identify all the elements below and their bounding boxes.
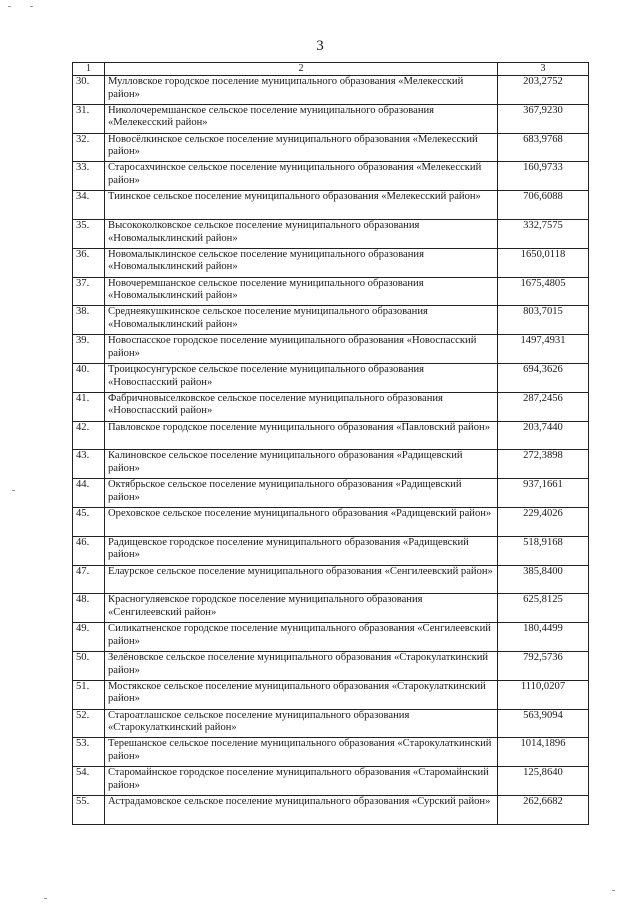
table-row — [73, 306, 589, 335]
table-row — [73, 104, 589, 133]
settlement-value: 803,7015 — [498, 306, 589, 335]
settlement-value: 125,8640 — [498, 767, 589, 796]
settlement-name: Астрадамовское сельское поселение муниципального образования «Сурский район» — [105, 795, 498, 824]
row-number: 54. — [73, 767, 105, 796]
settlement-name: Новочеремшанское сельское поселение муниципального образования «Новомалыклинский район» — [105, 277, 498, 306]
page-number: 3 — [316, 38, 324, 54]
settlement-name: Терешанское сельское поселение муниципального образования «Старокулаткинский район» — [105, 738, 498, 767]
table-row — [73, 248, 589, 277]
settlement-value: 683,9768 — [498, 133, 589, 162]
settlement-value: 1650,0118 — [498, 248, 589, 277]
settlement-name: Октябрьское сельское поселение муниципального образования «Радищевский район» — [105, 479, 498, 508]
settlement-value: 180,4499 — [498, 623, 589, 652]
settlement-value: 367,9230 — [498, 104, 589, 133]
row-number: 49. — [73, 623, 105, 652]
settlement-value: 203,2752 — [498, 76, 589, 105]
header-col-1: 1 — [73, 63, 105, 76]
table-row — [73, 795, 589, 824]
table-header-row — [73, 63, 589, 76]
row-number: 31. — [73, 104, 105, 133]
table-row — [73, 335, 589, 364]
table-row — [73, 392, 589, 421]
settlement-name: Новосёлкинское сельское поселение муниципального образования «Мелекесский район» — [105, 133, 498, 162]
table-row — [73, 738, 589, 767]
table-row — [73, 363, 589, 392]
settlement-name: Калиновское сельское поселение муниципального образования «Радищевский район» — [105, 450, 498, 479]
table-row — [73, 651, 589, 680]
settlement-value: 229,4026 — [498, 507, 589, 536]
row-number: 53. — [73, 738, 105, 767]
settlement-name: Красногуляевское городское поселение муниципального образования «Сенгилеевский район» — [105, 594, 498, 623]
table-row — [73, 767, 589, 796]
table-row — [73, 421, 589, 450]
table-row — [73, 594, 589, 623]
settlements-table — [72, 62, 589, 825]
settlement-name: Высококолковское сельское поселение муниципального образования «Новомалыклинский район» — [105, 219, 498, 248]
scan-speck — [612, 890, 615, 891]
settlement-value: 1110,0207 — [498, 680, 589, 709]
settlement-value: 1014,1896 — [498, 738, 589, 767]
row-number: 36. — [73, 248, 105, 277]
settlement-name: Троицкосунгурское сельское поселение муниципального образования «Новоспасский район» — [105, 363, 498, 392]
row-number: 40. — [73, 363, 105, 392]
settlement-value: 1675,4805 — [498, 277, 589, 306]
row-number: 44. — [73, 479, 105, 508]
settlement-value: 385,8400 — [498, 565, 589, 594]
row-number: 46. — [73, 536, 105, 565]
row-number: 55. — [73, 795, 105, 824]
settlement-value: 694,3626 — [498, 363, 589, 392]
table-row — [73, 450, 589, 479]
scan-speck — [12, 490, 15, 491]
scan-speck — [44, 898, 47, 899]
row-number: 45. — [73, 507, 105, 536]
settlement-value: 518,9168 — [498, 536, 589, 565]
settlement-value: 272,3898 — [498, 450, 589, 479]
settlement-name: Новоспасское городское поселение муниципального образования «Новоспасский район» — [105, 335, 498, 364]
row-number: 52. — [73, 709, 105, 738]
table-row — [73, 191, 589, 220]
settlement-name: Старосахчинское сельское поселение муниципального образования «Мелекесский район» — [105, 162, 498, 191]
settlement-name: Силикатненское городское поселение муниципального образования «Сенгилеевский район» — [105, 623, 498, 652]
settlement-value: 160,9733 — [498, 162, 589, 191]
row-number: 43. — [73, 450, 105, 479]
table-row — [73, 565, 589, 594]
table-row — [73, 507, 589, 536]
table-row — [73, 76, 589, 105]
row-number: 41. — [73, 392, 105, 421]
settlement-value: 203,7440 — [498, 421, 589, 450]
settlement-value: 563,9094 — [498, 709, 589, 738]
table-row — [73, 479, 589, 508]
row-number: 30. — [73, 76, 105, 105]
settlement-name: Фабричновыселковское сельское поселение муниципального образования «Новоспасский район» — [105, 392, 498, 421]
table-row — [73, 219, 589, 248]
table-row — [73, 162, 589, 191]
row-number: 33. — [73, 162, 105, 191]
settlement-value: 625,8125 — [498, 594, 589, 623]
row-number: 47. — [73, 565, 105, 594]
settlement-value: 332,7575 — [498, 219, 589, 248]
row-number: 50. — [73, 651, 105, 680]
settlement-name: Старомайнское городское поселение муниципального образования «Старомайнский район» — [105, 767, 498, 796]
settlement-name: Радищевское городское поселение муниципального образования «Радищевский район» — [105, 536, 498, 565]
header-col-2: 2 — [105, 63, 498, 76]
settlement-value: 1497,4931 — [498, 335, 589, 364]
settlement-name: Зелёновское сельское поселение муниципального образования «Старокулаткинский район» — [105, 651, 498, 680]
row-number: 37. — [73, 277, 105, 306]
settlement-name: Новомалыклинское сельское поселение муниципального образования «Новомалыклинский район» — [105, 248, 498, 277]
settlement-name: Мулловское городское поселение муниципального образования «Мелекесский район» — [105, 76, 498, 105]
table-row — [73, 133, 589, 162]
scan-speck — [8, 6, 11, 7]
row-number: 39. — [73, 335, 105, 364]
row-number: 38. — [73, 306, 105, 335]
settlement-name: Среднеякушкинское сельское поселение муниципального образования «Новомалыклинский район» — [105, 306, 498, 335]
settlement-value: 287,2456 — [498, 392, 589, 421]
settlement-name: Мостякское сельское поселение муниципального образования «Старокулаткинский район» — [105, 680, 498, 709]
settlement-name: Староатлашское сельское поселение муниципального образования «Старокулаткинский район» — [105, 709, 498, 738]
table-row — [73, 680, 589, 709]
row-number: 35. — [73, 219, 105, 248]
row-number: 42. — [73, 421, 105, 450]
row-number: 34. — [73, 191, 105, 220]
settlement-value: 706,6088 — [498, 191, 589, 220]
settlement-name: Павловское городское поселение муниципального образования «Павловский район» — [105, 421, 498, 450]
table-row — [73, 277, 589, 306]
settlement-value: 262,6682 — [498, 795, 589, 824]
settlement-value: 937,1661 — [498, 479, 589, 508]
row-number: 48. — [73, 594, 105, 623]
settlement-name: Елаурское сельское поселение муниципального образования «Сенгилеевский район» — [105, 565, 498, 594]
row-number: 51. — [73, 680, 105, 709]
table-row — [73, 623, 589, 652]
settlement-name: Ореховское сельское поселение муниципального образования «Радищевский район» — [105, 507, 498, 536]
row-number: 32. — [73, 133, 105, 162]
scan-speck — [30, 6, 33, 7]
table-row — [73, 536, 589, 565]
settlement-name: Тиинское сельское поселение муниципального образования «Мелекесский район» — [105, 191, 498, 220]
header-col-3: 3 — [498, 63, 589, 76]
settlement-value: 792,5736 — [498, 651, 589, 680]
settlement-name: Николочеремшанское сельское поселение муниципального образования «Мелекесский район» — [105, 104, 498, 133]
table-row — [73, 709, 589, 738]
